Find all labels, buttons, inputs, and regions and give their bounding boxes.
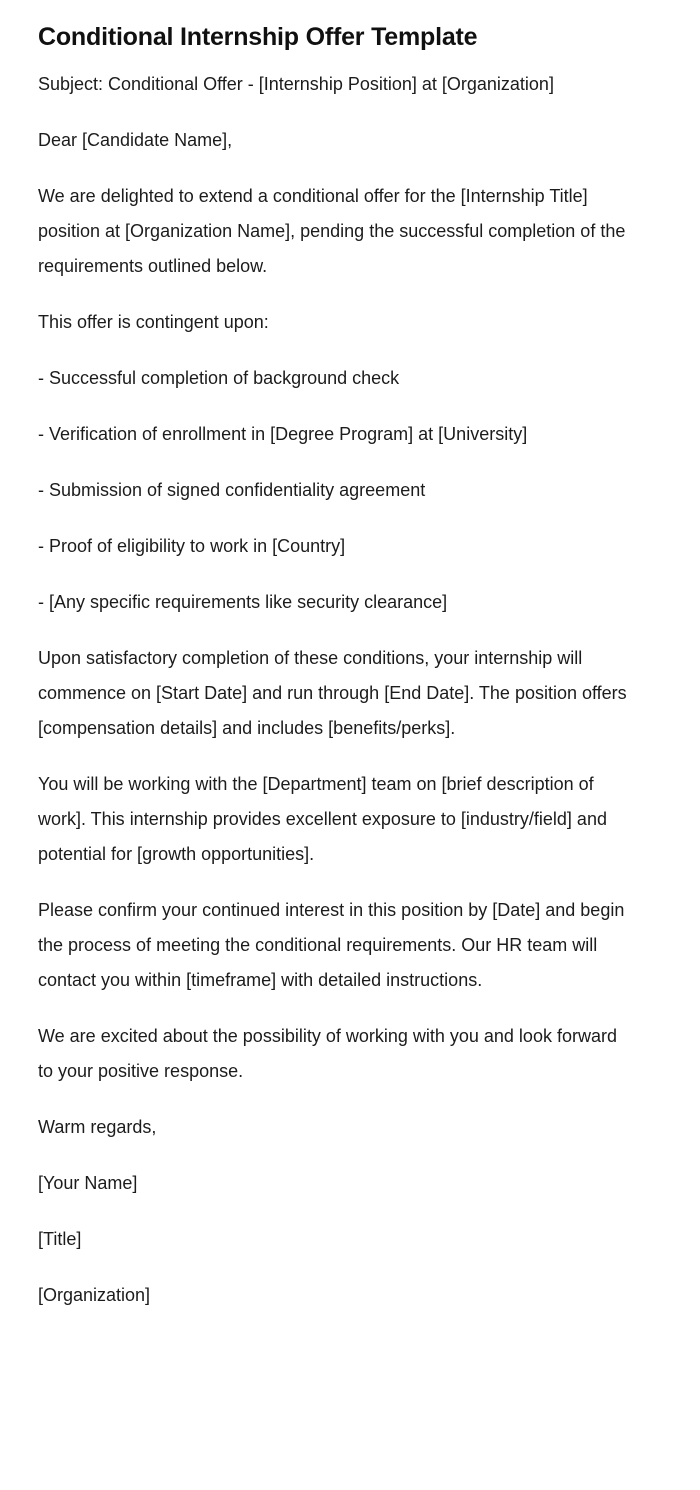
list-item-condition-5: - [Any specific requirements like security clearance] (38, 591, 448, 612)
paragraph-salutation: Dear [Candidate Name], (38, 129, 233, 150)
paragraph-intro: We are delighted to extend a conditional offer for the [Internship Title] position at [Organization Name], pending the successful completion of the requirements outlined below. (38, 185, 626, 276)
paragraph-subject: Subject: Conditional Offer - [Internship Position] at [Organization] (38, 73, 554, 94)
list-item-condition-4: - Proof of eligibility to work in [Country] (38, 535, 346, 556)
paragraph-contingency-lead: This offer is contingent upon: (38, 311, 269, 332)
paragraph-sign-off: Warm regards, (38, 1116, 157, 1137)
list-item-condition-1: - Successful completion of background check (38, 367, 400, 388)
paragraph-next-steps: Please confirm your continued interest in this position by [Date] and begin the process of meeting the conditional requirements. Our HR team will contact you within [timeframe] with detailed instructions. (38, 899, 625, 990)
signature-title: [Title] (38, 1228, 82, 1249)
paragraph-role-description: You will be working with the [Department] team on [brief description of work]. This internship provides excellent exposure to [industry/field] and potential for [growth opportunities]. (38, 773, 607, 864)
paragraph-closing-note: We are excited about the possibility of working with you and look forward to your positive response. (38, 1025, 617, 1081)
paragraph-terms: Upon satisfactory completion of these conditions, your internship will commence on [Start Date] and run through [End Date]. The position offers [compensation details] and includes [benefits/perks]. (38, 647, 627, 738)
list-item-condition-2: - Verification of enrollment in [Degree Program] at [University] (38, 423, 528, 444)
list-item-condition-3: - Submission of signed confidentiality agreement (38, 479, 426, 500)
signature-name: [Your Name] (38, 1172, 138, 1193)
page-title: Conditional Internship Offer Template (38, 23, 478, 51)
signature-organization: [Organization] (38, 1284, 151, 1305)
